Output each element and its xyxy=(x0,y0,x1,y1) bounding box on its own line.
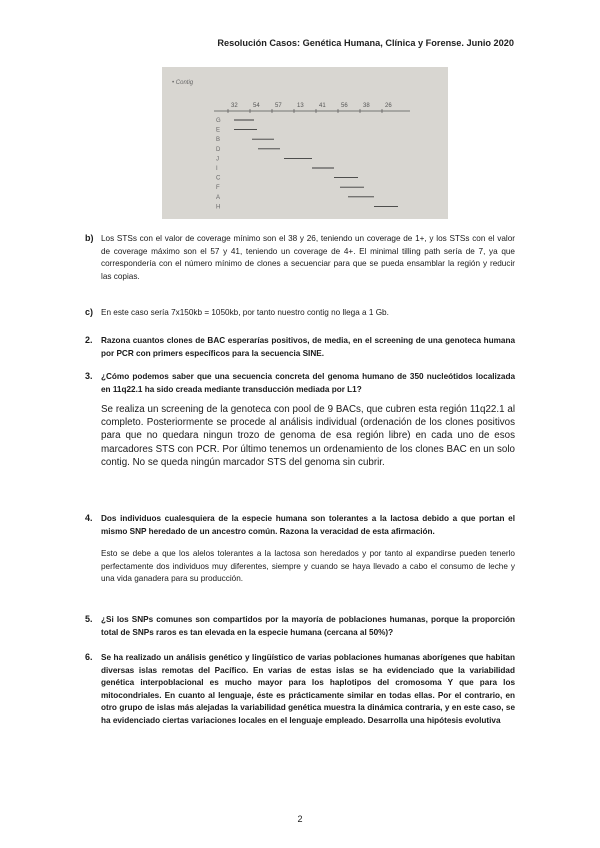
question-number: 4. xyxy=(85,513,93,523)
question-3 xyxy=(85,371,515,469)
question-text: Se ha realizado un análisis genético y lingüístico de varias poblaciones humanas aborígenes que habitan diversas islas remotas del Pacífico. En varias de estas islas se ha evidenciado que la variabilidad genética interpoblacional es mucho mayor para los haplotipos del cromosoma Y que para los mitocondriales. En cuanto al lenguaje, éste es prácticamente similar en todas ellas. Por el contrario, en otro grupo de islas más alejadas la variabilidad genética muestra la dinámica contraria, y en este caso, se ha evidenciado ciertas variaciones locales en el lenguaje empleado. Desarrolla una hipótesis evolutiva xyxy=(101,653,515,725)
answer-text: Se realiza un screening de la genoteca con pool de 9 BACs, que cubren esta región 11q22.1 al completo. Posteriormente se procede al análisis individual (ordenación de los clones positivos para que no quedara ningun trozo de genoma de esa región libre) en cada uno de esos marcadores STS con PCR. Por último tenemos un ordenamiento de los clones BAC en un solo contig. No se queda ningún marcador STS del genoma sin cubrir. xyxy=(101,404,515,468)
page-header: Resolución Casos: Genética Humana, Clínica y Forense. Junio 2020 xyxy=(217,38,514,48)
clone-label: F xyxy=(216,185,220,192)
sts-marker-label: 56 xyxy=(341,103,348,109)
contig-sketch xyxy=(162,67,448,219)
sts-marker-label: 57 xyxy=(275,103,282,109)
sts-marker-label: 54 xyxy=(253,103,260,109)
sts-marker-label: 13 xyxy=(297,103,304,109)
page-number: 2 xyxy=(297,814,303,824)
clone-label: B xyxy=(216,137,221,144)
sts-marker-label: 26 xyxy=(385,103,392,109)
question-text: ¿Cómo podemos saber que una secuencia concreta del genoma humano de 350 nucleótidos localizada en 11q22.1 ha sido creada mediante transducción mediada por L1? xyxy=(101,372,515,394)
clone-label: E xyxy=(216,127,221,134)
clone-label: H xyxy=(216,204,221,211)
question-text: Razona cuantos clones de BAC esperarías positivos, de media, en el screening de una genoteca humana por PCR con primers específicos para la secuencia SINE. xyxy=(101,336,515,358)
clone-label: G xyxy=(216,118,221,124)
question-number: 3. xyxy=(85,371,93,381)
item-text: En este caso sería 7x150kb = 1050kb, por tanto nuestro contig no llega a 1 Gb. xyxy=(101,308,389,317)
question-6 xyxy=(85,652,515,727)
contig-caption: • Contig xyxy=(172,80,194,86)
question-5 xyxy=(85,614,515,639)
question-number: 5. xyxy=(85,614,93,624)
question-text: ¿Si los SNPs comunes son compartidos por la mayoría de poblaciones humanas, porque la proporción total de SNPs raros es tan elevada en la especie humana (cercana al 50%)? xyxy=(101,615,515,637)
question-text: Dos individuos cualesquiera de la especie humana son tolerantes a la lactosa debido a que portan el mismo SNP heredado de un ancestro común. Razona la veracidad de esta afirmación. xyxy=(101,514,515,536)
question-2 xyxy=(85,335,515,360)
sts-marker-label: 38 xyxy=(363,103,370,109)
contig-photo xyxy=(162,67,448,219)
sts-marker-label: 32 xyxy=(231,103,238,109)
item-b xyxy=(85,233,515,283)
item-label: b) xyxy=(85,233,94,243)
clone-label: I xyxy=(216,166,218,172)
question-number: 2. xyxy=(85,335,93,345)
question-4 xyxy=(85,513,515,586)
clone-label: C xyxy=(216,175,221,182)
answer-text: Esto se debe a que los alelos tolerantes a la lactosa son heredados y por tanto al expandirse pueden tenerlo perfectamente dos individuos muy diferentes, siempre y cuando se haya llevado a cabo el consumo de leche y una vida ganadera para su producción. xyxy=(101,549,515,583)
item-label: c) xyxy=(85,307,94,317)
item-c xyxy=(85,307,515,320)
sts-marker-label: 41 xyxy=(319,103,326,109)
clone-label: A xyxy=(216,194,221,201)
question-number: 6. xyxy=(85,652,93,662)
item-text: Los STSs con el valor de coverage mínimo son el 38 y 26, teniendo un coverage de 1+, y los STSs con el valor de coverage máximo son el 57 y 41, teniendo un coverage de 4+. El minimal tilling path sería de 7, ya que correspondería con el número mínimo de clones a secuenciar para que se pueda ensamblar la región y reducir las copias. xyxy=(101,234,515,281)
clone-label: D xyxy=(216,146,221,153)
clone-label: J xyxy=(216,156,219,163)
